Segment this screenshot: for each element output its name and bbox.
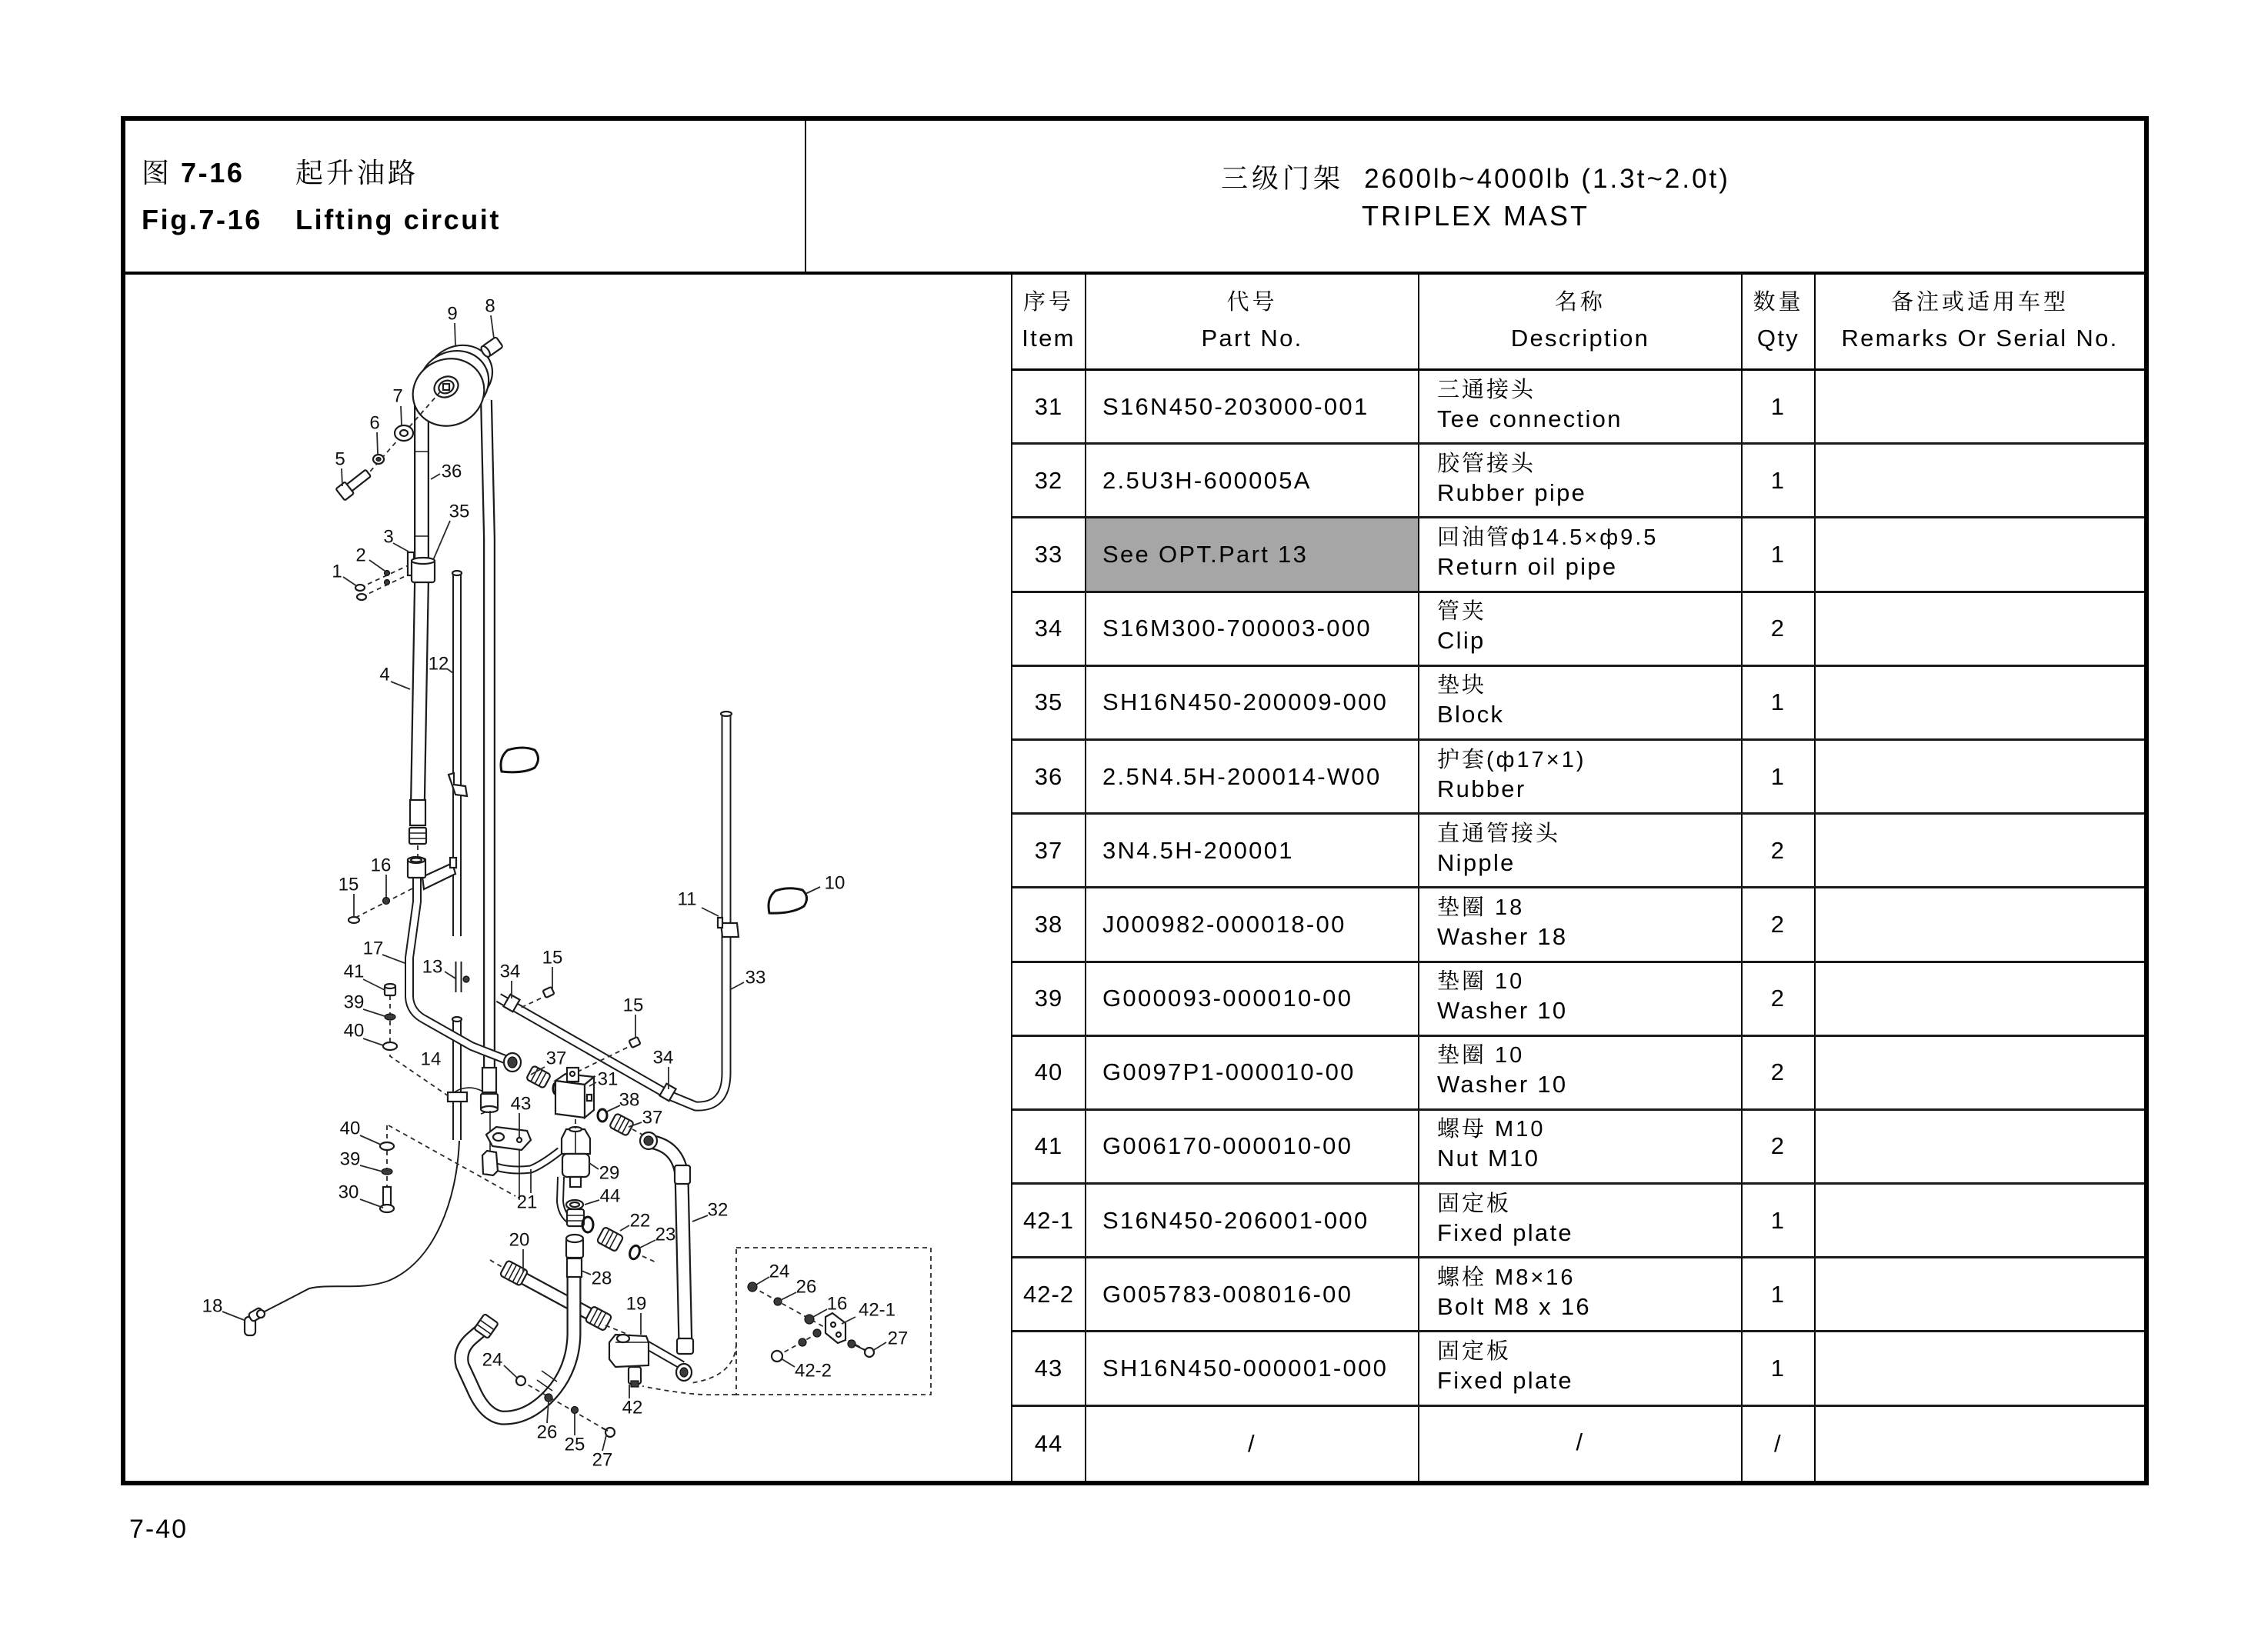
description-cell <box>1419 1332 1743 1404</box>
qty-cell: 2 <box>1743 815 1816 886</box>
description-en: / <box>1576 1428 1585 1455</box>
description-en: Fixed plate <box>1437 1367 1573 1395</box>
item-cell: 42-1 <box>1012 1185 1086 1256</box>
item-cell: 43 <box>1012 1332 1086 1404</box>
column-header-remarks <box>1816 275 2144 368</box>
qty-cell: 1 <box>1743 741 1816 812</box>
callout-26: 26 <box>536 1422 558 1443</box>
callout-24: 24 <box>482 1349 503 1371</box>
callout-43: 43 <box>510 1093 532 1115</box>
callout-9: 9 <box>447 303 458 325</box>
item-cell: 31 <box>1012 371 1086 442</box>
callout-7: 7 <box>392 385 403 407</box>
rod-12 <box>449 571 467 936</box>
callout-5: 5 <box>335 448 345 470</box>
qty-cell: 1 <box>1743 1258 1816 1330</box>
description-cell <box>1419 1185 1743 1256</box>
valve-29 <box>562 1119 590 1187</box>
column-header-en: Description <box>1510 325 1650 352</box>
callout-39: 39 <box>339 1148 361 1170</box>
callout-37: 37 <box>545 1048 567 1069</box>
callout-37: 37 <box>642 1107 663 1128</box>
table-row <box>1012 1185 2144 1258</box>
item-cell: 44 <box>1012 1407 1086 1481</box>
description-cell <box>1419 518 1743 590</box>
callout-34: 34 <box>499 961 521 982</box>
description-en: Washer 10 <box>1437 997 1568 1025</box>
item-cell: 37 <box>1012 815 1086 886</box>
hose-4-lower-fittings <box>349 800 456 923</box>
description-cn: 垫圈 18 <box>1437 895 1525 920</box>
description-en: Clip <box>1437 627 1486 655</box>
table-row <box>1012 815 2144 888</box>
description-en: Rubber pipe <box>1437 478 1587 506</box>
description-cn: 垫圈 10 <box>1437 969 1525 995</box>
capacity-range: 2600lb~4000lb (1.3t~2.0t) <box>1364 164 1730 194</box>
description-en: Washer 18 <box>1437 922 1568 950</box>
table-row <box>1012 1037 2144 1111</box>
fitting-18 <box>245 1307 265 1335</box>
qty-cell: 2 <box>1743 963 1816 1035</box>
table-header-row <box>1012 275 2144 371</box>
description-cell <box>1419 963 1743 1035</box>
remarks-cell <box>1816 1111 2144 1182</box>
part-no-cell: G006170-000010-00 <box>1086 1111 1419 1182</box>
column-header-en: Qty <box>1756 325 1800 352</box>
remarks-cell <box>1816 1407 2144 1481</box>
table-row <box>1012 1407 2144 1481</box>
table-row <box>1012 445 2144 518</box>
part-no-cell: S16N450-203000-001 <box>1086 371 1419 442</box>
column-header-cn: 名称 <box>1554 290 1606 315</box>
table-row <box>1012 667 2144 741</box>
callout-25: 25 <box>564 1434 585 1455</box>
part-no-cell: / <box>1086 1407 1419 1481</box>
description-cell <box>1419 888 1743 960</box>
qty-cell: 2 <box>1743 593 1816 665</box>
column-header-item <box>1012 275 1086 368</box>
item-cell: 33 <box>1012 518 1086 590</box>
callout-2: 2 <box>355 545 366 566</box>
callout-27-detail: 27 <box>887 1328 909 1349</box>
column-header-qty <box>1743 275 1816 368</box>
callout-31: 31 <box>597 1068 619 1090</box>
callout-38: 38 <box>619 1089 640 1111</box>
figure-label-en: Fig.7-16 <box>142 204 262 235</box>
figure-number: 7-16 <box>181 157 245 188</box>
callout-6: 6 <box>369 412 380 434</box>
description-cn: 护套(ф17×1) <box>1437 747 1586 772</box>
remarks-cell <box>1816 815 2144 886</box>
callout-17: 17 <box>362 938 384 959</box>
callout-11: 11 <box>677 888 697 910</box>
table-row <box>1012 1258 2144 1332</box>
description-en: Bolt M8 x 16 <box>1437 1292 1591 1320</box>
callout-42-2: 42-2 <box>794 1360 832 1382</box>
figure-title-en: Lifting circuit <box>295 204 501 235</box>
remarks-cell <box>1816 1258 2144 1330</box>
part-no-cell: G000093-000010-00 <box>1086 963 1419 1035</box>
callout-21: 21 <box>516 1192 538 1213</box>
description-cn: 直通管接头 <box>1437 821 1561 846</box>
callout-42-1: 42-1 <box>858 1299 896 1321</box>
callout-3: 3 <box>383 526 394 548</box>
remarks-cell <box>1816 593 2144 665</box>
callout-33: 33 <box>745 967 766 988</box>
tee-connection-31 <box>555 1068 594 1118</box>
callout-13: 13 <box>422 956 443 978</box>
table-row <box>1012 1111 2144 1185</box>
callout-36: 36 <box>441 461 462 482</box>
qty-cell: 2 <box>1743 888 1816 960</box>
qty-cell: 1 <box>1743 1332 1816 1404</box>
lifting-circuit-diagram <box>125 275 1011 1481</box>
qty-cell: 2 <box>1743 1037 1816 1108</box>
item-cell: 40 <box>1012 1037 1086 1108</box>
description-cell <box>1419 815 1743 886</box>
callout-27: 27 <box>592 1449 613 1471</box>
description-cell <box>1419 445 1743 516</box>
table-row <box>1012 371 2144 445</box>
bolt-stack-upper-41-39-40 <box>383 984 449 1096</box>
part-no-cell: SH16N450-200009-000 <box>1086 667 1419 738</box>
qty-cell: 1 <box>1743 1185 1816 1256</box>
callout-16-detail: 16 <box>826 1293 848 1315</box>
callout-15: 15 <box>542 947 563 968</box>
callout-15: 15 <box>622 995 644 1016</box>
column-header-en: Item <box>1022 325 1076 352</box>
description-cn: 三通接头 <box>1437 377 1536 402</box>
remarks-cell <box>1816 1185 2144 1256</box>
callout-24-detail: 24 <box>769 1261 790 1282</box>
callout-39: 39 <box>343 992 365 1013</box>
callout-23: 23 <box>655 1224 676 1245</box>
item-cell: 39 <box>1012 963 1086 1035</box>
callout-41: 41 <box>343 961 365 982</box>
stub-13 <box>459 962 469 992</box>
mast-type-en-line <box>807 201 2144 232</box>
callout-8: 8 <box>485 295 495 317</box>
table-row <box>1012 963 2144 1037</box>
callout-19: 19 <box>625 1293 647 1315</box>
callout-42: 42 <box>622 1397 643 1418</box>
table-row <box>1012 741 2144 815</box>
part-no-cell: G005783-008016-00 <box>1086 1258 1419 1330</box>
description-cell <box>1419 741 1743 812</box>
description-cn: 固定板 <box>1437 1191 1512 1216</box>
description-en: Return oil pipe <box>1437 552 1618 580</box>
description-cn: 螺栓 M8×16 <box>1437 1265 1576 1290</box>
description-cell <box>1419 1407 1743 1481</box>
description-cn: 回油管ф14.5×ф9.5 <box>1437 525 1659 550</box>
callout-12: 12 <box>428 653 449 675</box>
callout-4: 4 <box>379 664 390 685</box>
description-en: Washer 10 <box>1437 1071 1568 1098</box>
callout-40: 40 <box>343 1020 365 1042</box>
parts-table <box>1011 275 2144 1481</box>
item-cell: 35 <box>1012 667 1086 738</box>
part-no-cell: SH16N450-000001-000 <box>1086 1332 1419 1404</box>
part-no-cell: G0097P1-000010-00 <box>1086 1037 1419 1108</box>
part-no-cell: S16M300-700003-000 <box>1086 593 1419 665</box>
callout-16: 16 <box>370 855 392 876</box>
description-en: Rubber <box>1437 775 1526 802</box>
rubber-ring-10 <box>769 888 807 913</box>
remarks-cell <box>1816 667 2144 738</box>
description-en: Block <box>1437 701 1505 728</box>
callout-34: 34 <box>652 1047 674 1068</box>
callout-1: 1 <box>332 561 342 582</box>
figure-title-cn: 起升油路 <box>295 157 419 188</box>
column-header-en: Remarks Or Serial No. <box>1841 325 2119 352</box>
description-cn: 胶管接头 <box>1437 451 1536 476</box>
callout-29: 29 <box>599 1162 620 1184</box>
callout-14: 14 <box>420 1048 442 1070</box>
item-cell: 41 <box>1012 1111 1086 1182</box>
item-cell: 36 <box>1012 741 1086 812</box>
description-cell <box>1419 1037 1743 1108</box>
callout-18: 18 <box>202 1295 223 1317</box>
table-row <box>1012 593 2144 667</box>
part-no-cell-highlighted: See OPT.Part 13 <box>1086 518 1419 590</box>
hose-28-24 <box>462 1235 583 1418</box>
callout-20: 20 <box>509 1229 530 1251</box>
callout-26-detail: 26 <box>795 1276 817 1298</box>
washer-38-nipple-37 <box>598 1109 642 1136</box>
description-en: Tee connection <box>1437 405 1623 432</box>
part-no-cell: 2.5U3H-600005A <box>1086 445 1419 516</box>
callout-30: 30 <box>338 1182 359 1203</box>
remarks-cell <box>1816 518 2144 590</box>
mast-type-cn: 三级门架 <box>1221 164 1345 194</box>
remarks-cell <box>1816 963 2144 1035</box>
column-header-cn: 备注或适用车型 <box>1890 290 2069 315</box>
qty-cell: 1 <box>1743 667 1816 738</box>
qty-cell: 1 <box>1743 371 1816 442</box>
table-row <box>1012 888 2144 962</box>
remarks-cell <box>1816 888 2144 960</box>
part-no-cell: J000982-000018-00 <box>1086 888 1419 960</box>
description-cn: 固定板 <box>1437 1339 1512 1365</box>
mast-type-en: TRIPLEX MAST <box>1361 200 1590 232</box>
remarks-cell <box>1816 1332 2144 1404</box>
remarks-cell <box>1816 445 2144 516</box>
remarks-cell <box>1816 741 2144 812</box>
column-header-description <box>1419 275 1743 368</box>
figure-prefix-cn: 图 <box>142 157 170 188</box>
cable-line <box>262 1141 459 1313</box>
description-en: Fixed plate <box>1437 1218 1573 1246</box>
table-row <box>1012 1332 2144 1406</box>
remarks-cell <box>1816 1037 2144 1108</box>
callout-40: 40 <box>339 1118 361 1139</box>
callout-22: 22 <box>629 1210 651 1232</box>
callout-32: 32 <box>707 1199 729 1221</box>
description-cell <box>1419 1111 1743 1182</box>
qty-cell: 1 <box>1743 518 1816 590</box>
item-cell: 38 <box>1012 888 1086 960</box>
header-vertical-divider <box>805 121 806 272</box>
page-number: 7-40 <box>129 1515 188 1544</box>
qty-cell: 2 <box>1743 1111 1816 1182</box>
column-header-en: Part No. <box>1201 325 1303 352</box>
description-cell <box>1419 1258 1743 1330</box>
column-header-part-no <box>1086 275 1419 368</box>
description-en: Nut M10 <box>1437 1145 1540 1172</box>
qty-cell: / <box>1743 1407 1816 1481</box>
mast-capacity-line <box>807 164 2144 195</box>
part-no-cell: S16N450-206001-000 <box>1086 1185 1419 1256</box>
column-header-cn: 序号 <box>1022 290 1074 315</box>
description-cell <box>1419 593 1743 665</box>
item-cell: 34 <box>1012 593 1086 665</box>
description-en: Nipple <box>1437 848 1516 876</box>
item-cell: 42-2 <box>1012 1258 1086 1330</box>
rubber-ring <box>501 748 539 772</box>
description-cell <box>1419 371 1743 442</box>
description-cn: 螺母 M10 <box>1437 1117 1546 1142</box>
callout-10: 10 <box>824 872 845 894</box>
callout-28: 28 <box>591 1268 612 1289</box>
part-no-cell: 3N4.5H-200001 <box>1086 815 1419 886</box>
callout-15: 15 <box>338 874 359 895</box>
table-row <box>1012 518 2144 592</box>
column-header-cn: 数量 <box>1753 290 1804 315</box>
column-header-cn: 代号 <box>1226 290 1278 315</box>
remarks-cell <box>1816 371 2144 442</box>
callout-35: 35 <box>449 501 470 522</box>
callout-44: 44 <box>599 1185 621 1207</box>
item-cell: 32 <box>1012 445 1086 516</box>
right-lift-pipe <box>486 400 489 1069</box>
hose-rubber-sleeve-36 <box>414 404 429 802</box>
description-cell <box>1419 667 1743 738</box>
description-cn: 垫块 <box>1437 673 1487 698</box>
description-cn: 管夹 <box>1437 599 1487 625</box>
part-no-cell: 2.5N4.5H-200014-W00 <box>1086 741 1419 812</box>
qty-cell: 1 <box>1743 445 1816 516</box>
description-cn: 垫圈 10 <box>1437 1043 1525 1068</box>
right-pipe-fitting-and-bracket-43 <box>481 1068 531 1200</box>
